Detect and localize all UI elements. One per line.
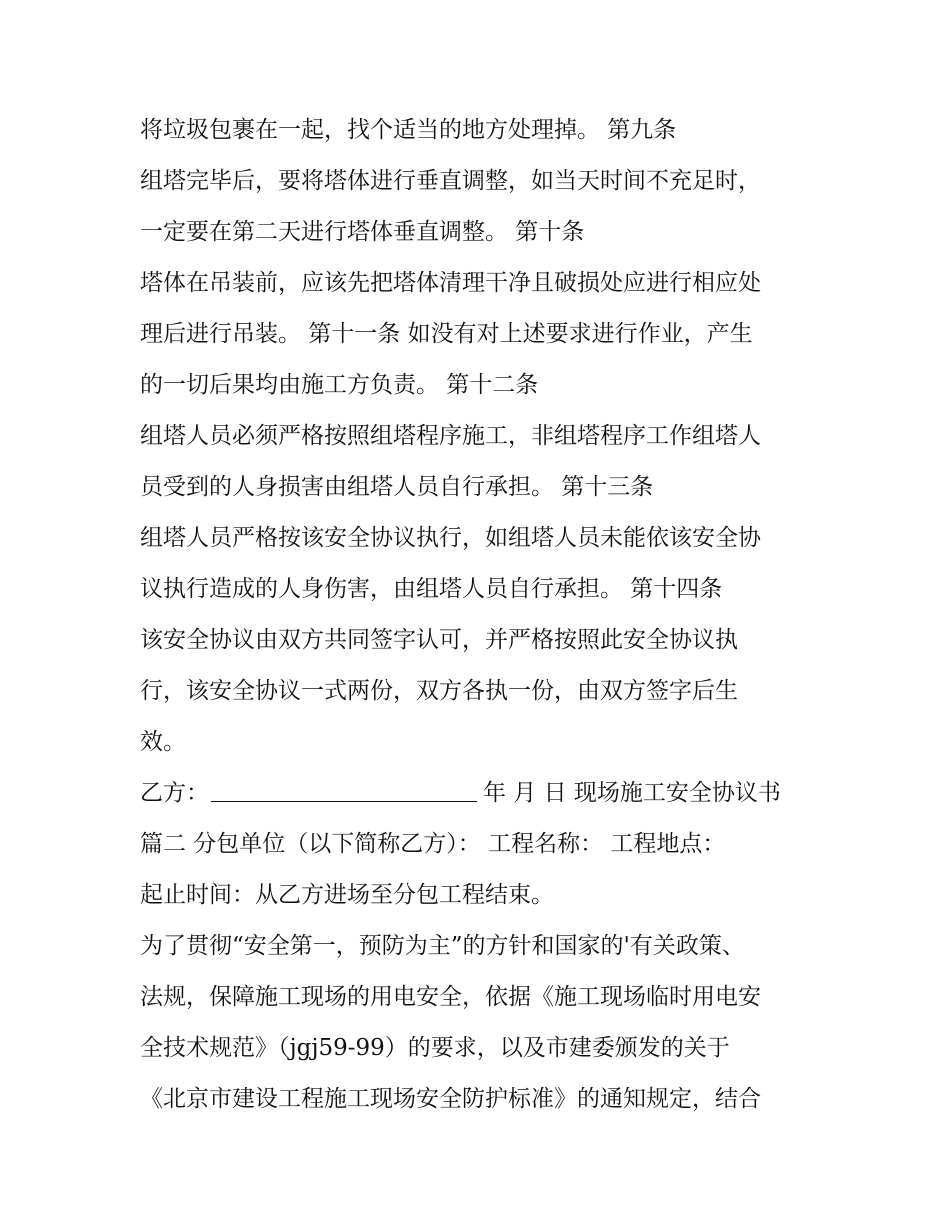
text-line: 一定要在第二天进行塔体垂直调整。 第十条 xyxy=(140,219,585,245)
text-line: 的一切后果均由施工方负责。 第十二条 xyxy=(140,372,539,398)
text-line: 组塔人员严格按该安全协议执行，如组塔人员未能依该安全协 xyxy=(140,525,761,551)
text-line: 将垃圾包裹在一起，找个适当的地方处理掉。 第九条 xyxy=(140,117,677,143)
text-line: 法规，保障施工现场的用电安全，依据《施工现场临时用电安 xyxy=(140,984,761,1010)
signature-label: 乙方： xyxy=(140,780,209,806)
signature-suffix: 年 月 日 现场施工安全协议书 xyxy=(483,780,781,806)
text-line: 理后进行吊装。 第十一条 如没有对上述要求进行作业，产生 xyxy=(140,321,753,347)
text-line: 效。 xyxy=(140,729,186,755)
text-line: 员受到的人身损害由组塔人员自行承担。 第十三条 xyxy=(140,474,654,500)
text-line: 《北京市建设工程施工现场安全防护标准》的通知规定，结合 xyxy=(140,1086,761,1112)
signature-line xyxy=(140,773,840,824)
text-line: 塔体在吊装前，应该先把塔体清理干净且破损处应进行相应处 xyxy=(140,270,761,296)
text-line: 篇二 分包单位（以下简称乙方）： 工程名称： 工程地点： xyxy=(140,831,726,857)
text-line: 组塔完毕后，要将塔体进行垂直调整，如当天时间不充足时， xyxy=(140,168,761,194)
text-line: 组塔人员必须严格按照组塔程序施工，非组塔程序工作组塔人 xyxy=(140,423,761,449)
document-body xyxy=(140,110,840,1130)
text-line: 为了贯彻“安全第一，预防为主”的方针和国家的'有关政策、 xyxy=(140,933,745,959)
text-line: 该安全协议由双方共同签字认可，并严格按照此安全协议执 xyxy=(140,627,738,653)
text-line: 议执行造成的人身伤害，由组塔人员自行承担。 第十四条 xyxy=(140,576,723,602)
text-line: 行，该安全协议一式两份，双方各执一份，由双方签字后生 xyxy=(140,678,738,704)
text-line: 全技术规范》（jgj59-99）的要求，以及市建委颁发的关于 xyxy=(140,1035,730,1061)
text-line: 起止时间：从乙方进场至分包工程结束。 xyxy=(140,882,554,908)
signature-blank xyxy=(211,777,477,802)
